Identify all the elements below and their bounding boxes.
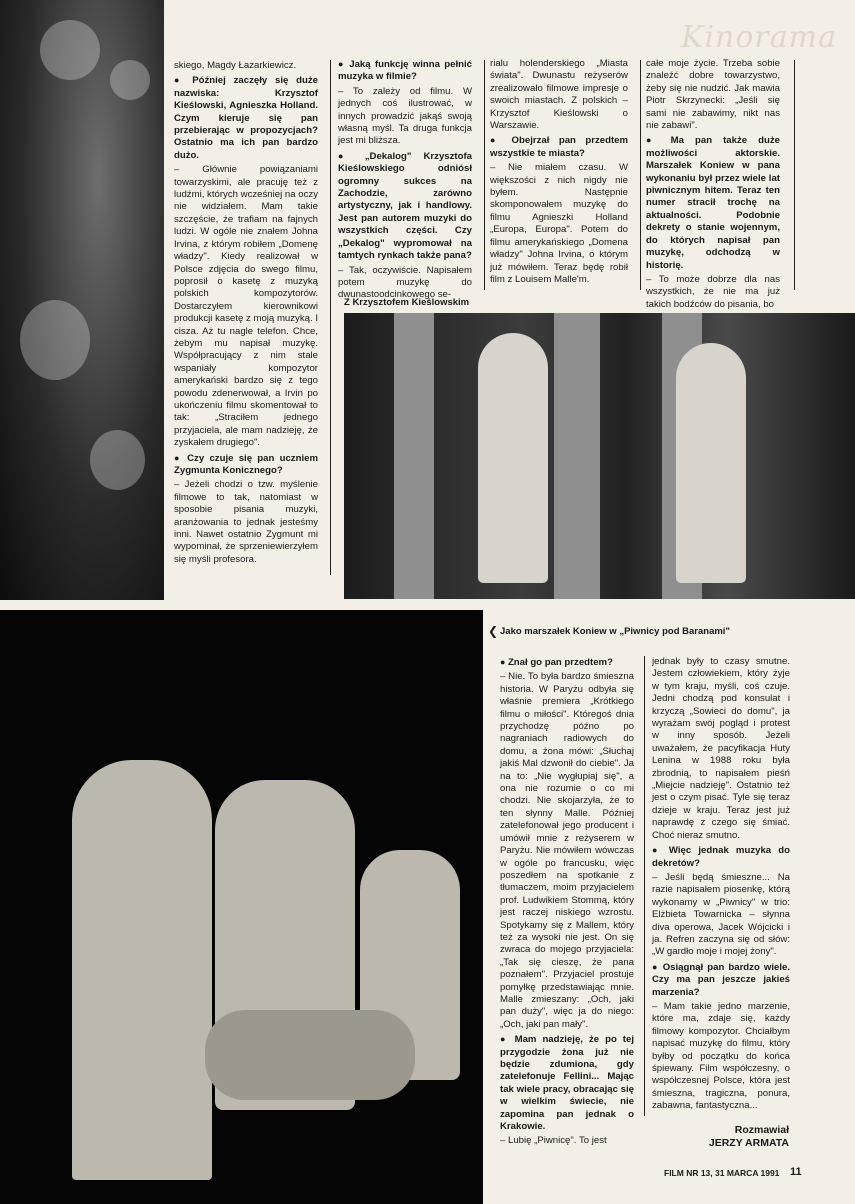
- interview-paragraph: – Jeśli będą śmieszne... Na razie napisałem piosenkę, którą wykonamy w „Piwnicy" w trio: Elżbieta Towarnicka – słynna diva operowa, Jacek Wójcicki i ja. Refren zaczyna się od słów: „W gardło moje i mojej żony".: [652, 871, 790, 958]
- interview-paragraph: – Głównie powiązaniami towarzyskimi, ale pracuję też z ludźmi, których wcześniej na oczy nie widziałem. Mam takie szczęście, że trafiam na fajnych ludzi. W ogóle nie znałem Johna Irvina, z którym robiłem „Domenę władzy". Kiedy realizował w Polsce zdjęcia do swego filmu, poprosił o kasetę z muzyką polskich kompozytorów. Dostarczyłem kierownikowi produkcji kasetę z moją muzyką. I cisza. Aż tu nagle telefon. Chce, żebym mu napisał muzykę. Współpracujący z nim stale wspaniały kompozytor amerykański bardzo się z tego powodu zdenerwował, a Irvin po ukończeniu filmu skomentował to tak: „Straciłem jednego przyjaciela, ale mam nadzieję, że zyskałem drugiego".: [174, 164, 318, 449]
- interview-paragraph: – Nie miałem czasu. W większości z nich nigdy nie byłem. Następnie skomponowałem muzykę do filmu Agnieszki Holland „Europa, Europa". Potem do filmu amerykańskiego „Domena władzy" Johna Irvina, o którym już mówiłem. Teraz będę robił film z Louisem Malle'm.: [490, 162, 628, 285]
- text-column-3: [490, 58, 628, 288]
- signature: [709, 1124, 789, 1150]
- footer-issue: FILM NR 13, 31 MARCA 1991: [664, 1168, 780, 1178]
- caption-arrow-icon: ❮: [488, 624, 499, 638]
- interview-question: ● Ma pan także duże możliwości aktorskie. Marszałek Koniew w pana wykonaniu był przez wiele lat piwnicznym hitem. Teraz ten numer stracił trochę na aktualności. Podobnie dekrety o stanie wojennym, do których napisał pan muzykę, odchodzą w historię.: [646, 134, 780, 271]
- interview-paragraph: całe moje życie. Trzeba sobie znaleźć dobre towarzystwo, żeby się nie nudzić. Jak mawia Piotr Skrzynecki: „Jeśli się sami nie zabawimy, nikt nas nie zabawi".: [646, 58, 780, 132]
- column-rule: [330, 60, 331, 575]
- interview-paragraph: – To może dobrze dla nas wszystkich, że nie ma już takich bodźców do pisania, bo: [646, 273, 780, 310]
- interview-question: ● Czy czuje się pan uczniem Zygmunta Konicznego?: [174, 452, 318, 478]
- column-rule: [644, 656, 645, 1116]
- interview-paragraph: – Tak, oczywiście. Napisałem potem muzykę do dwunastoodcinkowego se-: [338, 264, 472, 301]
- column-rule: [484, 60, 485, 290]
- text-column-6: [652, 656, 790, 1115]
- caption-top-photo: Z Krzysztofem Kieślowskim: [344, 297, 470, 308]
- interview-paragraph: – Nie. To była bardzo śmieszna historia. W Paryżu odbyła się właśnie premiera „Krótkiego filmu o miłości". Któregoś dnia przychodzę późno po nagraniach radiowych do domu, a żona mówi: „Słuchaj jakiś Mal dzwonił do ciebie". Ja na to: „Nie wygłupiaj się", a ona nie rozumie o co mi chodzi. Nie skojarzyła, że to ten słynny Malle. Później zatelefonował jego producent i umówił mnie z reżyserem w Paryżu. Nie mówiłem wówczas w ogóle po francusku, więc poszedłem na spotkanie z tłumaczem, moim przyjacielem prof. Ludwikiem Stommą, który jest raczej niskiego wzrostu. Spotykamy się z Mallem, który też za wysoki nie jest. On się zwraca do mojego przyjaciela: „Tak się cieszę, że pana poznałem". Przyjaciel prostuje pomyłkę przedstawiając mnie. Malle zmieszany: „Och, jaki pan duży", więc ja do niego: „Och, jaki pan mały".: [500, 671, 634, 1030]
- text-column-2: [338, 58, 472, 304]
- photo-with-kieslowski: [344, 313, 855, 599]
- interview-question: ● Więc jednak muzyka do dekretów?: [652, 844, 790, 870]
- interview-paragraph: – To zależy od filmu. W jednych coś ilustrować, w innych prowadzić jakąś swoją własną myśl. Ta druga funkcja jest mi bliższa.: [338, 85, 472, 147]
- photo-stage-performance: [0, 610, 483, 1204]
- interview-paragraph: – Jeżeli chodzi o tzw. myślenie filmowe to tak, natomiast w sposobie pisania muzyki, aranżowania to jednak jesteśmy inni. Nawet ostatnio Zygmunt mi wypominał, że sprzeniewierzyłem się myśli profesora.: [174, 479, 318, 565]
- interview-paragraph: – Lubię „Piwnicę". To jest: [500, 1135, 607, 1147]
- interview-question: ● Jaką funkcję winna pełnić muzyka w filmie?: [338, 58, 472, 84]
- masthead: Kinorama: [681, 20, 837, 55]
- interview-question: ● Znał go pan przedtem?: [500, 656, 634, 669]
- interview-paragraph: – Mam takie jedno marzenie, które ma, zdaje się, każdy filmowy kompozytor. Chciałbym napisać muzykę do filmu, który byłby od początku do końca śpiewany. Film współczesny, o współczesnej Polsce, która jest śmieszna, tragiczna, ponura, zabawna, fantastyczna...: [652, 1000, 790, 1112]
- interview-question: ● „Dekalog" Krzysztofa Kieślowskiego odniósł ogromny sukces na Zachodzie, zarówno artystyczny, jak i handlowy. Jest pan autorem muzyki do wszystkich części. Czy „Dekalog" wypromował na tamtych rynkach także pana?: [338, 150, 472, 263]
- signature-label: Rozmawiał: [734, 1124, 789, 1136]
- interview-question: ● Później zaczęły się duże nazwiska: Krzysztof Kieślowski, Agnieszka Holland. Czym kieruje się pan przebierając w propozycjach? Ostatnio ma ich pan bardzo dużo.: [174, 74, 318, 162]
- column-rule: [640, 60, 641, 290]
- signature-author: JERZY ARMATA: [708, 1137, 789, 1149]
- photo-left-portrait: [0, 0, 164, 600]
- interview-paragraph: rialu holenderskiego „Miasta świata". Dwunastu reżyserów zrealizowało filmowe impresje o swoich miastach. Z polskich – Krzysztof Kieślowski o Warszawie.: [490, 58, 628, 132]
- caption-bottom-photo: Jako marszałek Koniew w „Piwnicy pod Baranami": [500, 626, 730, 637]
- interview-paragraph: jednak były to czasy smutne. Jestem człowiekiem, który żyje w tym kraju, myśli, coś czuje. Jedni chodzą pod konsulat i krzyczą „Sowieci do domu", ja wyrażam swój pogląd i protest w inny sposób. Jeżeli uważałem, że pacyfikacja Huty Lenina w 1988 roku była zbrodnią, to napisałem pieśń „Miejcie nadzieję". Ostatnio też jest o czym pisać. Tyle się teraz dzieje w kraju. Teraz jest już naprawdę z czego się śmiać. Choć nieraz smutno.: [652, 656, 790, 841]
- text-column-5: [500, 656, 634, 1150]
- interview-question: ● Mam nadzieję, że po tej przygodzie żona już nie będzie zdumiona, gdy zatelefonuje Fellini... Mając tak wiele pracy, obracając się w wielkim świecie, nie zapomina pan jednak o Krakowie.: [500, 1033, 634, 1133]
- page-number: 11: [790, 1166, 802, 1178]
- text-column-4: [646, 58, 780, 313]
- interview-question: ● Obejrzał pan przedtem wszystkie te miasta?: [490, 134, 628, 160]
- interview-question: ● Osiągnął pan bardzo wiele. Czy ma pan jeszcze jakieś marzenia?: [652, 961, 790, 999]
- interview-paragraph: skiego, Magdy Łazarkiewicz.: [174, 60, 297, 71]
- text-column-1: [174, 60, 318, 568]
- column-rule: [794, 60, 795, 290]
